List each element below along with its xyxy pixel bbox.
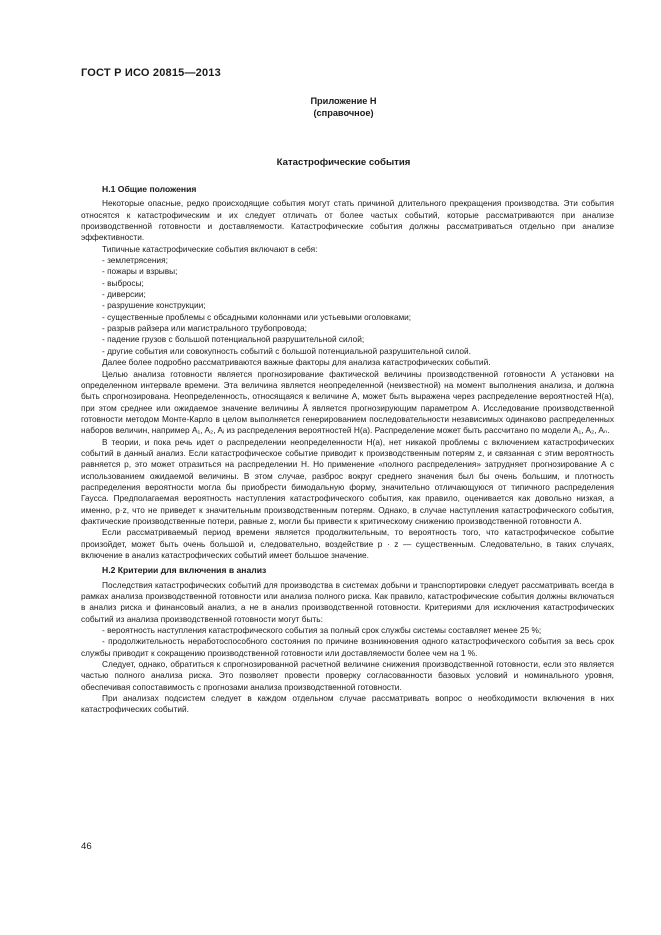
paragraph: В теории, и пока речь идет о распределении неопределенности H(a), нет никакой проблемы с включением катастрофических событий в данный анализ. Если катастрофическое событие приводит к производственным потерям z, и связанная с этим вероятность равняется p, это может отразиться на распределении H. Но применение «полного распределения» затрудняет прогнозирование A с использованием ожидаемой величины. В этом случае, разброс вокруг среднего значения был бы очень большим, и плотность распределения вероятности могла бы приобрести бимодальную форму, значительно отличающуюся от типичного распределения Гаусса. Предполагаемая вероятность наступления катастрофического события, как правило, оценивается как довольно низкая, а именно, p·z, что не приведет к значительным производственным потерям. Однако, в случае наступления катастрофического события, фактические производственные потери, равные z, могли бы привести к критическому снижению производственной готовности A. — [81, 436, 614, 526]
paragraph: Последствия катастрофических событий для производства в системах добычи и транспортировки следует рассматривать всегда в рамках анализа производственной готовности или анализа полного риска. Как правило, катастрофические события должны включаться в анализ риска и финансовый анализ, а не в анализ производственной готовности. Критериями для исключения катастрофических событий из анализа производственной готовности могут быть: — [81, 579, 614, 624]
appendix-subtitle: (справочное) — [313, 108, 374, 118]
page-number: 46 — [81, 841, 92, 852]
list-item: - диверсии; — [102, 289, 146, 300]
list-item: - пожары и взрывы; — [102, 266, 178, 277]
appendix-title: Приложение Н — [310, 96, 377, 106]
bullet-paragraph: - продолжительность неработоспособного состояния по причине возникновения одного катастрофического события за весь срок службы приводит к сокращению производственной готовности или доставляемости более чем на 1 %. — [81, 636, 614, 658]
paragraph: При анализах подсистем следует в каждом отдельном случае рассматривать вопрос о необходимости включения в них катастрофических событий. — [81, 693, 614, 715]
section-heading: Н.1 Общие положения — [102, 184, 197, 194]
list-item: - землетрясения; — [102, 255, 168, 266]
list-item: - другие события или совокупность событий с большой потенциальной разрушительной силой. — [102, 345, 471, 356]
paragraph: Если рассматриваемый период времени является продолжительным, то вероятность того, что катастрофическое событие произойдет, может быть очень большой и, следовательно, воздействие p · z — существенным. Следовательно, в таких случаях, включение в анализ катастрофических событий имеет большое значение. — [81, 527, 614, 560]
event-list — [81, 255, 614, 357]
bullet-paragraph: - вероятность наступления катастрофического события за полный срок службы системы составляет менее 25 %; — [102, 625, 542, 636]
appendix-heading — [200, 95, 487, 119]
document-header: ГОСТ Р ИСО 20815—2013 — [81, 67, 221, 79]
paragraph: Далее более подробно рассматриваются важные факторы для анализа катастрофических событий. — [102, 357, 491, 368]
list-item: - разрыв райзера или магистрального трубопровода; — [102, 323, 307, 334]
paragraph: Типичные катастрофические события включают в себя: — [102, 243, 318, 254]
list-item: - выбросы; — [102, 277, 144, 288]
paragraph: Некоторые опасные, редко происходящие события могут стать причиной длительного прекращения производства. Эти события относятся к катастрофическим и их следует отличать от более частых событий, которые рассматриваются при анализе производственной готовности и доставляемости. Катастрофические события должны рассматриваться отдельно при анализе эффективности. — [81, 198, 614, 243]
list-item: - разрушение конструкции; — [102, 300, 206, 311]
list-item: - существенные проблемы с обсадными колоннами или устьевыми оголовками; — [102, 311, 412, 322]
paragraph: Следует, однако, обратиться к спрогнозированной расчетной величине снижения производственной готовности, если это является частью полного анализа риска. Это позволяет провести проверку согласованности базовых условий и номинального уровня, обеспечивая сопоставимость с прогнозами анализа производственной готовности. — [81, 659, 614, 692]
appendix-main-title: Катастрофические события — [276, 157, 411, 168]
list-item: - падение грузов с большой потенциальной разрушительной силой; — [102, 334, 365, 345]
paragraph: Целью анализа готовности является прогнозирование фактической величины производственной готовности A установки на определенном интервале времени. Эта величина является неопределенной (неизвестной) на момент выполнения анализа, и должна быть спрогнозирована. Неопределенность, относящаяся к величине A, может быть выражена через распределение вероятностей H(a), при этом среднее или ожидаемое значение величины Â является прогнозирующим параметром A. Исследование производственной готовности методом Монте-Карло в целом выполняется генерированием последовательности независимых одинаково распределенных наборов величин, например A₁, A₂, Aᵢ из распределения вероятностей H(a). Распределение может быть рассчитано по модели A₁, A₂, Aₙ. — [81, 368, 614, 436]
section-heading: Н.2 Критерии для включения в анализ — [102, 565, 267, 576]
document-body — [81, 184, 614, 716]
